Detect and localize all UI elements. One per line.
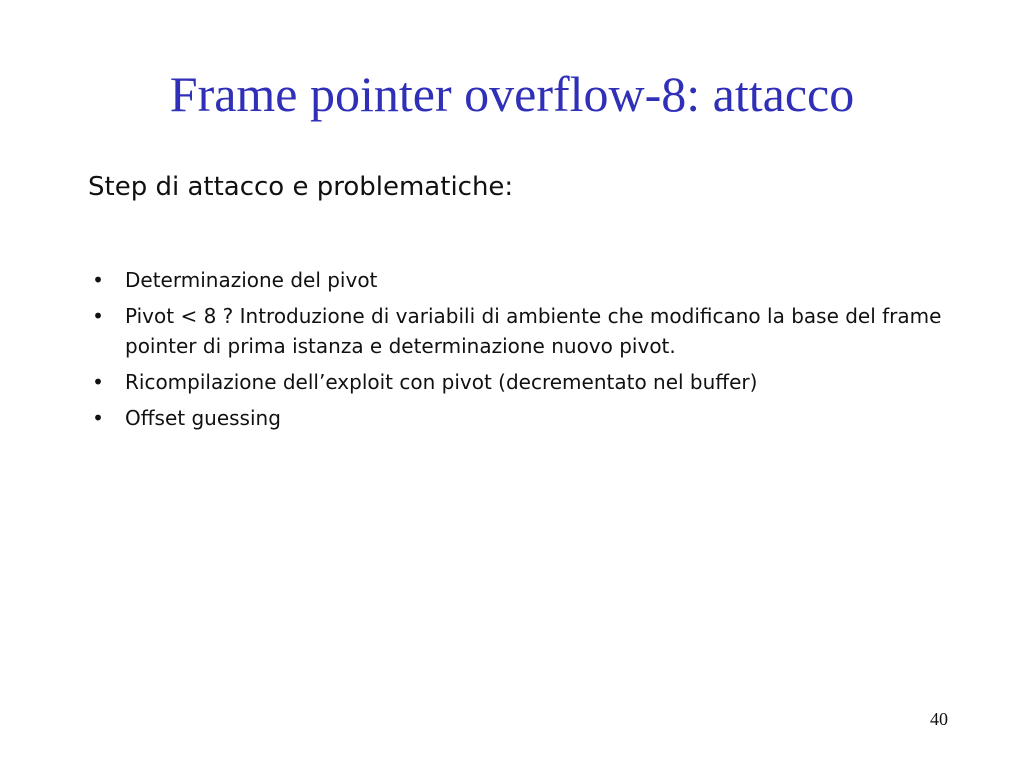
- bullet-text: Pivot < 8 ? Introduzione di variabili di ambiente che modificano la base del frame pointer di prima istanza e determinazione nuovo pivot.: [125, 304, 942, 358]
- slide-title: Frame pointer overflow-8: attacco: [169, 66, 855, 122]
- bullet-list: [88, 265, 948, 439]
- slide-subtitle: Step di attacco e problematiche:: [88, 172, 514, 202]
- bullet-item-ricompilazione: [88, 367, 948, 397]
- page-number: 40: [930, 709, 948, 729]
- bullet-text: Ricompilazione dell’exploit con pivot (decrementato nel buffer): [125, 370, 758, 394]
- bullet-text: Offset guessing: [125, 406, 281, 430]
- bullet-text: Determinazione del pivot: [125, 268, 378, 292]
- bullet-icon: •: [92, 304, 104, 328]
- bullet-icon: •: [92, 406, 104, 430]
- bullet-item-determinazione: [88, 265, 948, 295]
- bullet-icon: •: [92, 370, 104, 394]
- bullet-item-pivot: [88, 301, 948, 361]
- bullet-item-offset: [88, 403, 948, 433]
- bullet-icon: •: [92, 268, 104, 292]
